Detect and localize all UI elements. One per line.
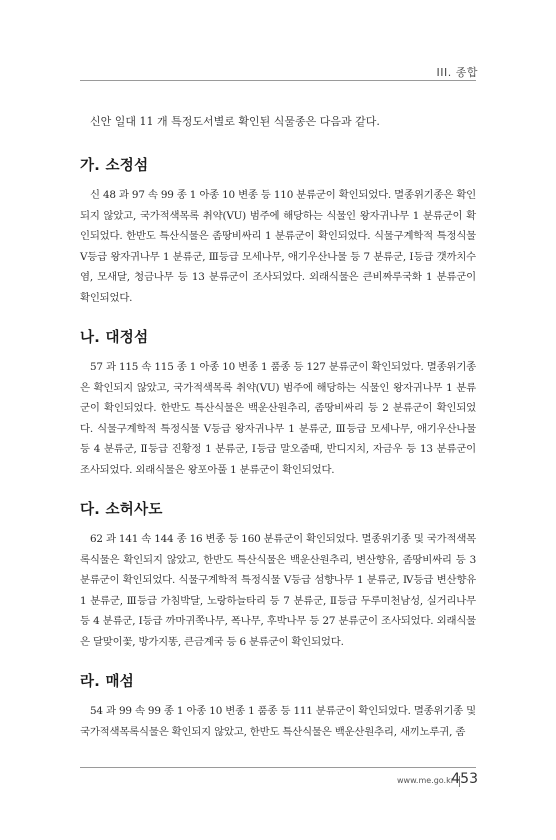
section-title: 라. 매섬	[80, 674, 135, 690]
page-content	[80, 112, 476, 760]
header-divider	[80, 80, 476, 81]
section-daejeongseom	[80, 326, 476, 480]
chapter-header: III. 종합	[436, 66, 478, 79]
section-body: 57 과 115 속 115 종 1 아종 10 변종 1 품종 등 127 분류군이 확인되었다. 멸종위기종은 확인되지 않았고, 국가적색목록 취약(VU) 범주에 해당하는 식물인 왕자귀나무 1 분류군이 확인되었다. 한반도 특산식물은 백운산원추리, 좀땅비싸리 등 2 분류군이 확인되었다. 식물구계학적 특정식물 V등급 왕자귀나무 1 분류군, Ⅲ등급 모세나무, 애기우산나물 등 4 분류군, Ⅱ등급 진황정 1 분류군, Ⅰ등급 말오줌때, 반디지치, 자금우 등 13 분류군이 조사되었다. 외래식물은 왕포아풀 1 분류군이 확인되었다.	[80, 361, 476, 476]
section-maeseom	[80, 670, 476, 742]
section-sojeongseom	[80, 154, 476, 308]
intro-paragraph: 신안 일대 11 개 특정도서별로 확인된 식물종은 다음과 같다.	[90, 115, 380, 128]
section-body: 62 과 141 속 144 종 16 변종 등 160 분류군이 확인되었다. 멸종위기종 및 국가적색목록식물은 확인되지 않았고, 한반도 특산식물은 백운산원추리, 변산향유, 좀땅비싸리 등 3 분류군이 확인되었다. 식물구계학적 특정식물 V등급 섬향나무 1 분류군, Ⅳ등급 변산향유 1 분류군, Ⅲ등급 가침박달, 노랑하늘타리 등 7 분류군, Ⅱ등급 두루미천남성, 실거리나무 등 4 분류군, Ⅰ등급 까마귀쪽나무, 폭나무, 후박나무 등 27 분류군이 조사되었다. 외래식물은 달맞이꽃, 방가지똥, 큰금계국 등 6 분류군이 확인되었다.	[80, 533, 476, 648]
section-body: 신 48 과 97 속 99 종 1 아종 10 변종 등 110 분류군이 확인되었다. 멸종위기종은 확인되지 않았고, 국가적색목록 취약(VU) 범주에 해당하는 식물인 왕자귀나무 1 분류군이 확인되었다. 한반도 특산식물은 좀땅비싸리 1 분류군이 확인되었다. 식물구계학적 특정식물 V등급 왕자귀나무 1 분류군, Ⅲ등급 모세나무, 애기우산나물 등 7 분류군, Ⅰ등급 갯까치수염, 모새달, 청금나무 등 13 분류군이 조사되었다. 외래식물은 큰비짜루국화 1 분류군이 확인되었다.	[80, 189, 476, 304]
section-title: 가. 소정섬	[80, 158, 149, 174]
page-number: 453	[451, 771, 478, 787]
footer-url: www.me.go.kr	[397, 776, 454, 785]
section-soheosado	[80, 498, 476, 652]
section-title: 나. 대정섬	[80, 330, 149, 346]
section-title: 다. 소허사도	[80, 502, 163, 518]
footer-divider	[80, 767, 476, 768]
section-body: 54 과 99 속 99 종 1 아종 10 변종 1 품종 등 111 분류군이 확인되었다. 멸종위기종 및 국가적색목록식물은 확인되지 않았고, 한반도 특산식물은 백운산원추리, 새끼노루귀, 좀	[80, 705, 476, 738]
